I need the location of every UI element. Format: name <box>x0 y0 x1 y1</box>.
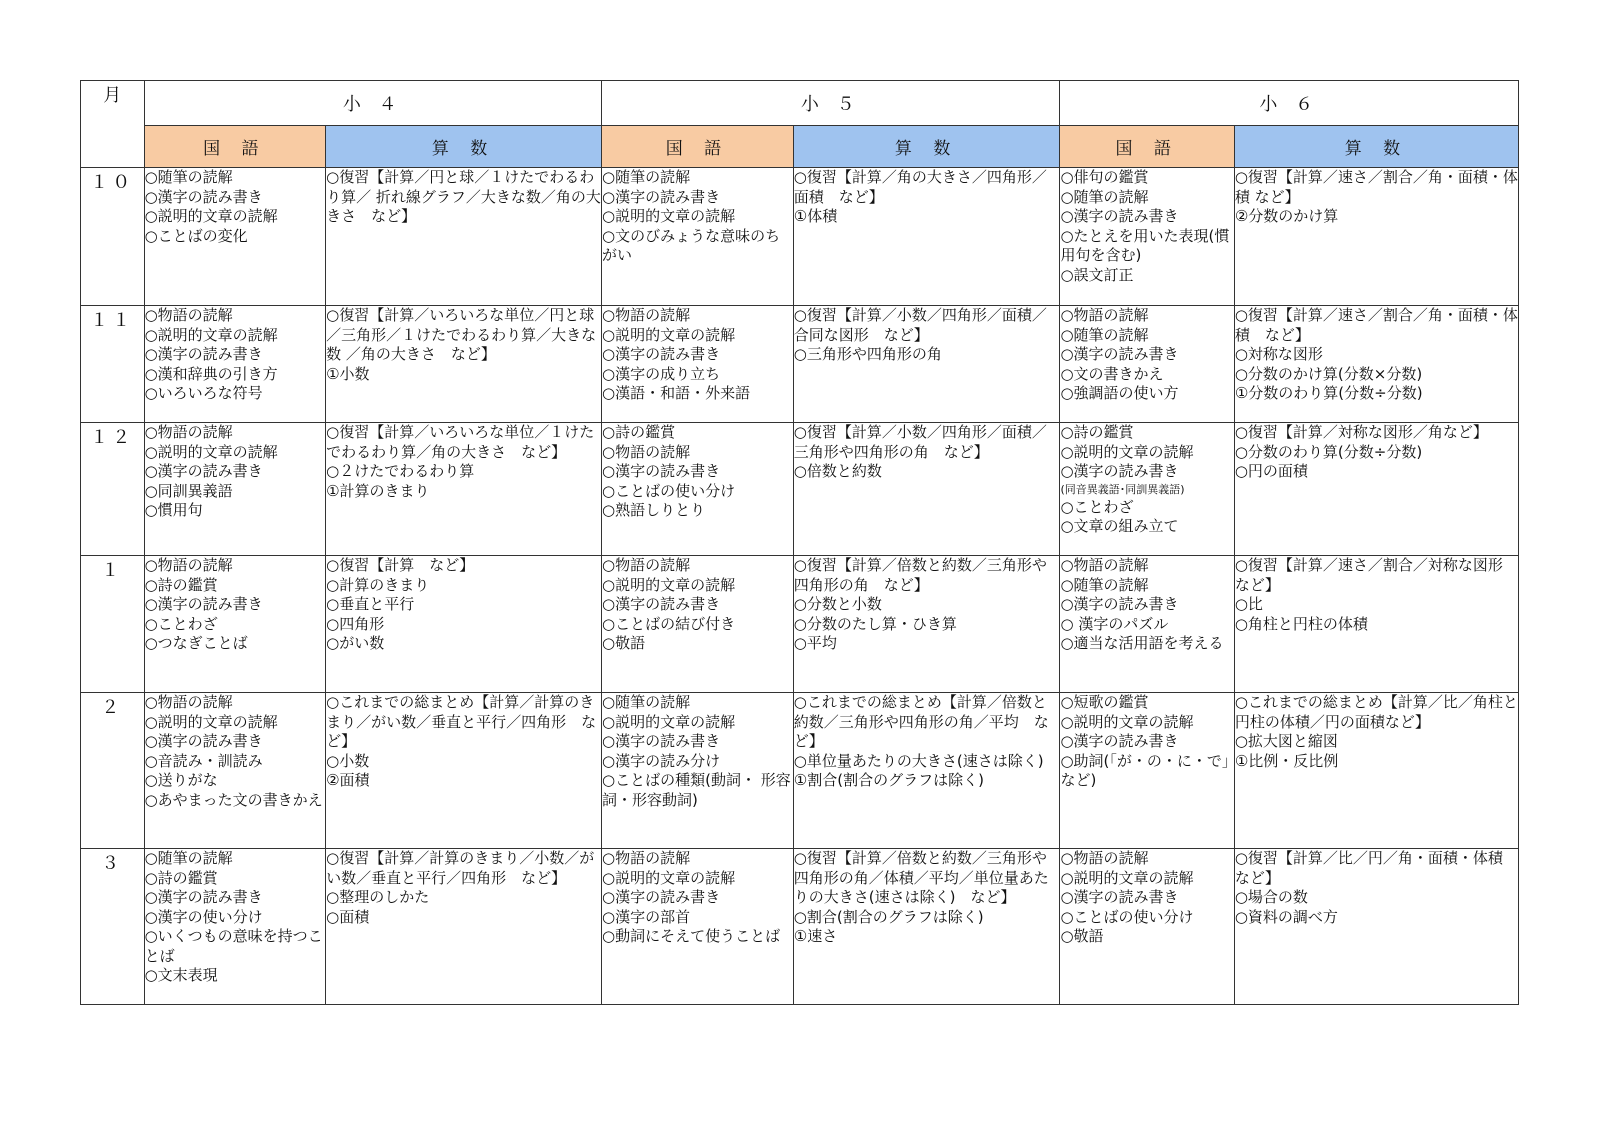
list-item: ○復習【計算／速さ／割合／角・面積・体積 など】 <box>1234 306 1518 344</box>
list-item: ○分数のたし算・ひき算 <box>793 614 957 633</box>
list-item: ○説明的文章の読解 <box>602 712 736 731</box>
list-item: ○漢字の成り立ち <box>602 364 721 383</box>
list-item: ○平均 <box>793 634 837 652</box>
list-item: ○場合の数 <box>1234 888 1308 906</box>
list-item: ②面積 <box>326 771 370 789</box>
list-item: ○あやまった文の書きかえ <box>144 790 323 809</box>
list-item: ○物語の読解 <box>602 306 691 324</box>
list-item: ○物語の読解 <box>144 693 233 711</box>
list-item: ○説明的文章の読解 <box>602 325 736 344</box>
list-item: ○復習【計算／小数／四角形／面積／合同な図形 など】 <box>793 306 1047 344</box>
list-item: ○物語の読解 <box>144 423 233 441</box>
subject-header-sansu: 算 数 <box>326 126 602 168</box>
content-cell-kokugo-5 <box>602 423 794 556</box>
list-item: ○物語の読解 <box>602 442 691 461</box>
month-cell: ２ <box>81 693 145 849</box>
list-item: ○説明的文章の読解 <box>1060 442 1194 461</box>
content-cell-kokugo-4 <box>144 693 326 849</box>
list-item: ○敬語 <box>602 634 646 652</box>
list-item: ○漢字の読み分け <box>602 751 721 770</box>
content-cell-sansu-4 <box>326 693 602 849</box>
month-cell: １０ <box>81 168 145 306</box>
list-item: ○漢字の読み書き <box>1060 207 1179 225</box>
list-item: ○漢字の読み書き <box>602 345 721 363</box>
content-cell-sansu-5 <box>793 556 1060 693</box>
list-item: ○物語の読解 <box>1060 306 1149 324</box>
table-row <box>81 849 1519 1005</box>
list-item: ○漢字の読み書き <box>602 732 721 750</box>
month-cell: ３ <box>81 849 145 1005</box>
list-item: ○物語の読解 <box>602 849 691 867</box>
list-item: ○漢字の読み書き <box>144 595 263 613</box>
list-item: ○復習【計算／対称な図形／角など】 <box>1234 423 1488 441</box>
list-item: (同音異義語･同訓異義語) <box>1060 482 1185 496</box>
list-item: ○計算のきまり <box>326 575 430 594</box>
list-item: ○漢字の読み書き <box>602 187 721 206</box>
list-item: ○復習【計算 など】 <box>326 556 475 574</box>
list-item: ○音読み・訓読み <box>144 751 263 770</box>
list-item: ②分数のかけ算 <box>1234 207 1339 225</box>
content-cell-kokugo-5 <box>602 306 794 423</box>
list-item: ○詩の鑑賞 <box>144 575 218 594</box>
list-item: ○漢字の読み書き <box>144 888 263 906</box>
list-item: ○小数 <box>326 751 370 770</box>
subject-header-row <box>81 126 1519 168</box>
list-item: ○分数のかけ算(分数×分数) <box>1234 364 1423 383</box>
list-item: ○助詞(「が・の・に・で」など) <box>1060 751 1230 789</box>
list-item: ○説明的文章の読解 <box>1060 868 1194 887</box>
list-item: ○随筆の読解 <box>144 849 233 867</box>
table-row <box>81 423 1519 556</box>
list-item: ○面積 <box>326 907 370 926</box>
list-item: ①割合(割合のグラフは除く) <box>793 771 984 789</box>
list-item: ○単位量あたりの大きさ(速さは除く) <box>793 751 1044 770</box>
list-item: ○漢字の読み書き <box>1060 345 1179 363</box>
list-item: ○ことばの使い分け <box>1060 907 1194 926</box>
subject-header-kokugo: 国 語 <box>1060 126 1234 168</box>
content-cell-sansu-6 <box>1234 693 1518 849</box>
list-item: ○復習【計算／倍数と約数／三角形や四角形の角／体積／平均／単位量あたりの大きさ(速さは除く) など】 <box>793 849 1049 906</box>
list-item: ○適当な活用語を考える <box>1060 634 1224 652</box>
list-item: ○倍数と約数 <box>793 462 882 480</box>
list-item: ○ 漢字のパズル <box>1060 614 1169 633</box>
list-item: ○説明的文章の読解 <box>144 207 278 225</box>
list-item: ○ことばの使い分け <box>602 481 736 500</box>
list-item: ○垂直と平行 <box>326 595 415 613</box>
list-item: ①速さ <box>793 927 838 945</box>
list-item: ①分数のわり算(分数÷分数) <box>1234 384 1423 402</box>
table-body <box>81 168 1519 1005</box>
list-item: ○つなぎことば <box>144 634 248 652</box>
table-row <box>81 306 1519 423</box>
list-item: ○復習【計算／円と球／１けたでわるわり算／ 折れ線グラフ／大きな数／角の大きさ など】 <box>326 168 601 225</box>
list-item: ○随筆の読解 <box>602 168 691 186</box>
list-item: ○ことわざ <box>1060 497 1134 516</box>
list-item: ○漢和辞典の引き方 <box>144 364 278 383</box>
list-item: ○これまでの総まとめ【計算／計算のきまり／がい数／垂直と平行／四角形 など】 <box>326 693 597 750</box>
list-item: ○送りがな <box>144 771 218 789</box>
list-item: ○復習【計算／速さ／割合／対称な図形 など】 <box>1234 556 1518 594</box>
grade-header-4: 小 ４ <box>144 81 601 126</box>
content-cell-sansu-4 <box>326 306 602 423</box>
content-cell-sansu-5 <box>793 306 1060 423</box>
list-item: ○誤文訂正 <box>1060 265 1134 284</box>
curriculum-table <box>80 80 1519 1005</box>
list-item: ○たとえを用いた表現(慣用句を含む) <box>1060 226 1230 264</box>
list-item: ○復習【計算／いろいろな単位／円と球／三角形／１けたでわるわり算／大きな数 ／角の大きさ など】 <box>326 306 597 363</box>
list-item: ○分数のわり算(分数÷分数) <box>1234 442 1423 461</box>
table-row <box>81 556 1519 693</box>
content-cell-sansu-6 <box>1234 423 1518 556</box>
content-cell-kokugo-6 <box>1060 849 1234 1005</box>
list-item: ○文末表現 <box>144 966 218 984</box>
content-cell-sansu-5 <box>793 423 1060 556</box>
list-item: ○資料の調べ方 <box>1234 907 1338 926</box>
content-cell-kokugo-4 <box>144 849 326 1005</box>
list-item: ○随筆の読解 <box>1060 325 1149 344</box>
list-item: ○ことばの結び付き <box>602 614 736 633</box>
list-item: ○分数と小数 <box>793 595 882 613</box>
content-cell-kokugo-4 <box>144 556 326 693</box>
content-cell-kokugo-4 <box>144 306 326 423</box>
content-cell-kokugo-5 <box>602 168 794 306</box>
list-item: ○漢字の読み書き <box>1060 595 1179 613</box>
list-item: ○これまでの総まとめ【計算／比／角柱と円柱の体積／円の面積など】 <box>1234 693 1518 731</box>
list-item: ○詩の鑑賞 <box>144 868 218 887</box>
list-item: ○復習【計算／いろいろな単位／１けたでわるわり算／角の大きさ など】 <box>326 423 595 461</box>
list-item: ○漢字の読み書き <box>1060 888 1179 906</box>
list-item: ○慣用句 <box>144 501 203 519</box>
month-cell: １ <box>81 556 145 693</box>
content-cell-sansu-4 <box>326 168 602 306</box>
list-item: ○２けたでわるわり算 <box>326 462 475 480</box>
content-cell-sansu-6 <box>1234 556 1518 693</box>
content-cell-kokugo-5 <box>602 849 794 1005</box>
list-item: ○ことばの変化 <box>144 226 248 245</box>
list-item: ○復習【計算／角の大きさ／四角形／面積 など】 <box>793 168 1047 206</box>
list-item: ○三角形や四角形の角 <box>793 345 942 363</box>
content-cell-kokugo-6 <box>1060 423 1234 556</box>
list-item: ○漢字の読み書き <box>144 345 263 363</box>
list-item: ○漢字の読み書き <box>1060 462 1179 480</box>
list-item: ○整理のしかた <box>326 888 430 906</box>
list-item: ○物語の読解 <box>602 556 691 574</box>
list-item: ○漢字の読み書き <box>144 187 263 206</box>
list-item: ○随筆の読解 <box>1060 187 1149 206</box>
list-item: ○詩の鑑賞 <box>602 423 676 441</box>
list-item: ○強調語の使い方 <box>1060 384 1179 402</box>
list-item: ○がい数 <box>326 634 385 652</box>
month-cell: １１ <box>81 306 145 423</box>
list-item: ①計算のきまり <box>326 481 430 500</box>
content-cell-sansu-4 <box>326 556 602 693</box>
content-cell-sansu-6 <box>1234 306 1518 423</box>
list-item: ○物語の読解 <box>1060 556 1149 574</box>
subject-header-kokugo: 国 語 <box>602 126 794 168</box>
list-item: ○ことわざ <box>144 614 218 633</box>
subject-header-sansu: 算 数 <box>1234 126 1518 168</box>
list-item: ○説明的文章の読解 <box>144 712 278 731</box>
list-item: ○対称な図形 <box>1234 345 1323 363</box>
subject-header-sansu: 算 数 <box>793 126 1060 168</box>
content-cell-sansu-5 <box>793 849 1060 1005</box>
list-item: ○拡大図と縮図 <box>1234 732 1338 750</box>
grade-header-5: 小 ５ <box>602 81 1060 126</box>
list-item: ○短歌の鑑賞 <box>1060 693 1149 711</box>
list-item: ①体積 <box>793 207 838 225</box>
list-item: ○説明的文章の読解 <box>144 325 278 344</box>
list-item: ○随筆の読解 <box>144 168 233 186</box>
list-item: ○復習【計算／速さ／割合／角・面積・体積 など】 <box>1234 168 1518 206</box>
content-cell-sansu-5 <box>793 693 1060 849</box>
table-row <box>81 168 1519 306</box>
list-item: ○随筆の読解 <box>1060 575 1149 594</box>
list-item: ○物語の読解 <box>144 556 233 574</box>
list-item: ○漢語・和語・外来語 <box>602 384 751 402</box>
list-item: ○いろいろな符号 <box>144 384 263 402</box>
list-item: ○文の書きかえ <box>1060 364 1164 383</box>
content-cell-sansu-6 <box>1234 849 1518 1005</box>
list-item: ○文のびみょうな意味のちがい <box>602 226 781 264</box>
list-item: ○動詞にそえて使うことば <box>602 927 781 945</box>
subject-header-kokugo: 国 語 <box>144 126 326 168</box>
list-item: ○詩の鑑賞 <box>1060 423 1134 441</box>
list-item: ○物語の読解 <box>1060 849 1149 867</box>
content-cell-kokugo-4 <box>144 168 326 306</box>
list-item: ○文章の組み立て <box>1060 517 1179 535</box>
list-item: ○円の面積 <box>1234 462 1308 480</box>
content-cell-sansu-4 <box>326 849 602 1005</box>
list-item: ○漢字の読み書き <box>144 732 263 750</box>
grade-header-row <box>81 81 1519 126</box>
list-item: ○物語の読解 <box>144 306 233 324</box>
content-cell-kokugo-4 <box>144 423 326 556</box>
list-item: ○俳句の鑑賞 <box>1060 168 1149 186</box>
list-item: ○復習【計算／比／円／角・面積・体積 など】 <box>1234 849 1518 887</box>
list-item: ○熟語しりとり <box>602 501 706 519</box>
content-cell-kokugo-6 <box>1060 168 1234 306</box>
list-item: ○四角形 <box>326 614 385 633</box>
list-item: ○説明的文章の読解 <box>1060 712 1194 731</box>
month-column-header: 月 <box>81 81 145 168</box>
content-cell-kokugo-6 <box>1060 693 1234 849</box>
list-item: ○説明的文章の読解 <box>144 442 278 461</box>
list-item: ○いくつもの意味を持つことば <box>144 927 323 965</box>
list-item: ①比例・反比例 <box>1234 751 1339 770</box>
list-item: ○同訓異義語 <box>144 481 233 500</box>
list-item: ○漢字の読み書き <box>602 888 721 906</box>
list-item: ○復習【計算／小数／四角形／面積／三角形や四角形の角 など】 <box>793 423 1047 461</box>
content-cell-sansu-6 <box>1234 168 1518 306</box>
grade-header-6: 小 ６ <box>1060 81 1519 126</box>
list-item: ○説明的文章の読解 <box>602 207 736 225</box>
list-item: ○角柱と円柱の体積 <box>1234 614 1368 633</box>
list-item: ○漢字の読み書き <box>602 595 721 613</box>
list-item: ○漢字の部首 <box>602 907 691 926</box>
content-cell-sansu-5 <box>793 168 1060 306</box>
content-cell-kokugo-6 <box>1060 306 1234 423</box>
content-cell-kokugo-5 <box>602 693 794 849</box>
list-item: ○随筆の読解 <box>602 693 691 711</box>
list-item: ○説明的文章の読解 <box>602 868 736 887</box>
list-item: ○敬語 <box>1060 927 1104 945</box>
list-item: ○漢字の読み書き <box>602 462 721 480</box>
list-item: ○漢字の使い分け <box>144 907 263 926</box>
list-item: ○復習【計算／計算のきまり／小数／がい数／垂直と平行／四角形 など】 <box>326 849 595 887</box>
list-item: ○漢字の読み書き <box>1060 732 1179 750</box>
list-item: ○復習【計算／倍数と約数／三角形や四角形の角 など】 <box>793 556 1047 594</box>
content-cell-kokugo-5 <box>602 556 794 693</box>
table-row <box>81 693 1519 849</box>
list-item: ○これまでの総まとめ【計算／倍数と約数／三角形や四角形の角／平均 など】 <box>793 693 1049 750</box>
list-item: ○説明的文章の読解 <box>602 575 736 594</box>
list-item: ○ことばの種類(動詞・ 形容詞・形容動詞) <box>602 771 791 809</box>
list-item: ○漢字の読み書き <box>144 462 263 480</box>
content-cell-sansu-4 <box>326 423 602 556</box>
list-item: ①小数 <box>326 364 370 383</box>
content-cell-kokugo-6 <box>1060 556 1234 693</box>
month-cell: １２ <box>81 423 145 556</box>
list-item: ○割合(割合のグラフは除く) <box>793 907 984 926</box>
list-item: ○比 <box>1234 595 1263 613</box>
